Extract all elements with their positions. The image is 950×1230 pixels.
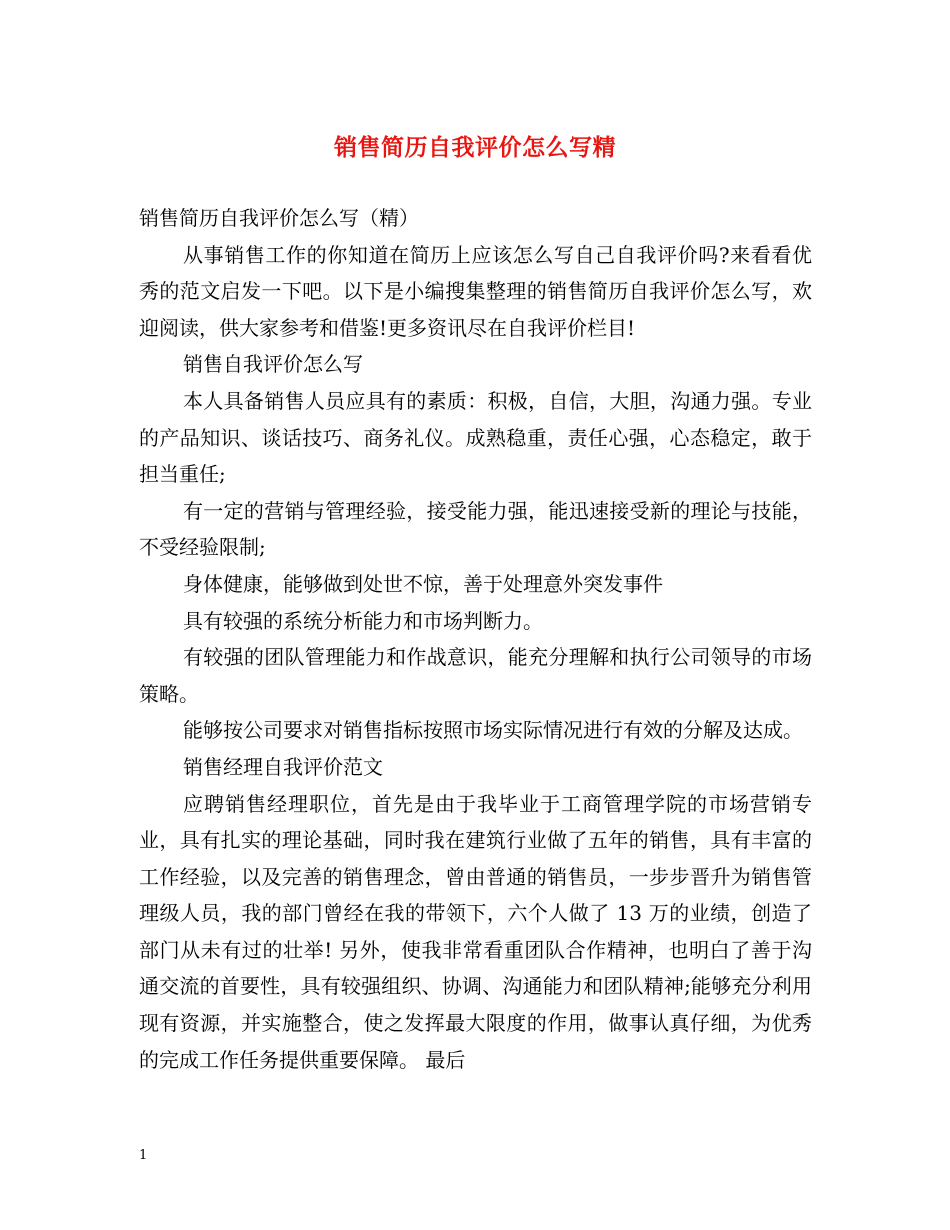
document-body	[139, 200, 812, 1078]
body-paragraph: 能够按公司要求对销售指标按照市场实际情况进行有效的分解及达成。	[183, 718, 803, 743]
intro-paragraph: 从事销售工作的你知道在简历上应该怎么写自己自我评价吗?来看看优秀的范文启发一下吧。以下是小编搜集整理的销售简历自我评价怎么写，欢迎阅读，供大家参考和借鉴!更多资讯尽在自我评价栏目!	[139, 242, 812, 340]
document-title: 销售简历自我评价怎么写精	[334, 134, 616, 161]
body-paragraph: 具有较强的系统分析能力和市场判断力。	[183, 608, 543, 633]
body-paragraph: 应聘销售经理职位，首先是由于我毕业于工商管理学院的市场营销专业，具有扎实的理论基础，同时我在建筑行业做了五年的销售，具有丰富的工作经验，以及完善的销售理念，曾由普通的销售员，一步步晋升为销售管理级人员，我的部门曾经在我的带领下，六个人做了 13 万的业绩，创造了部门从未有过的壮举! 另外，使我非常看重团队合作精神，也明白了善于沟通交流的首要性，具有较强组织、协调、沟通能力和团队精神;能够充分利用现有资源，并实施整合，使之发挥最大限度的作用，做事认真仔细，为优秀的完成工作任务提供重要保障。 最后	[139, 791, 812, 1072]
subtitle-paragraph: 销售简历自我评价怎么写（精）	[139, 206, 419, 230]
body-paragraph: 有较强的团队管理能力和作战意识，能充分理解和执行公司领导的市场策略。	[139, 645, 812, 706]
body-paragraph: 本人具备销售人员应具有的素质：积极，自信，大胆，沟通力强。专业的产品知识、谈话技巧、商务礼仪。成熟稳重，责任心强，心态稳定，敢于担当重任;	[139, 388, 812, 487]
body-paragraph: 身体健康，能够做到处世不惊，善于处理意外突发事件	[183, 571, 663, 596]
section-heading: 销售经理自我评价范文	[183, 754, 383, 779]
page-number: 1	[139, 1148, 148, 1163]
body-paragraph: 有一定的营销与管理经验，接受能力强，能迅速接受新的理论与技能，不受经验限制;	[139, 498, 812, 560]
section-heading: 销售自我评价怎么写	[183, 352, 363, 377]
